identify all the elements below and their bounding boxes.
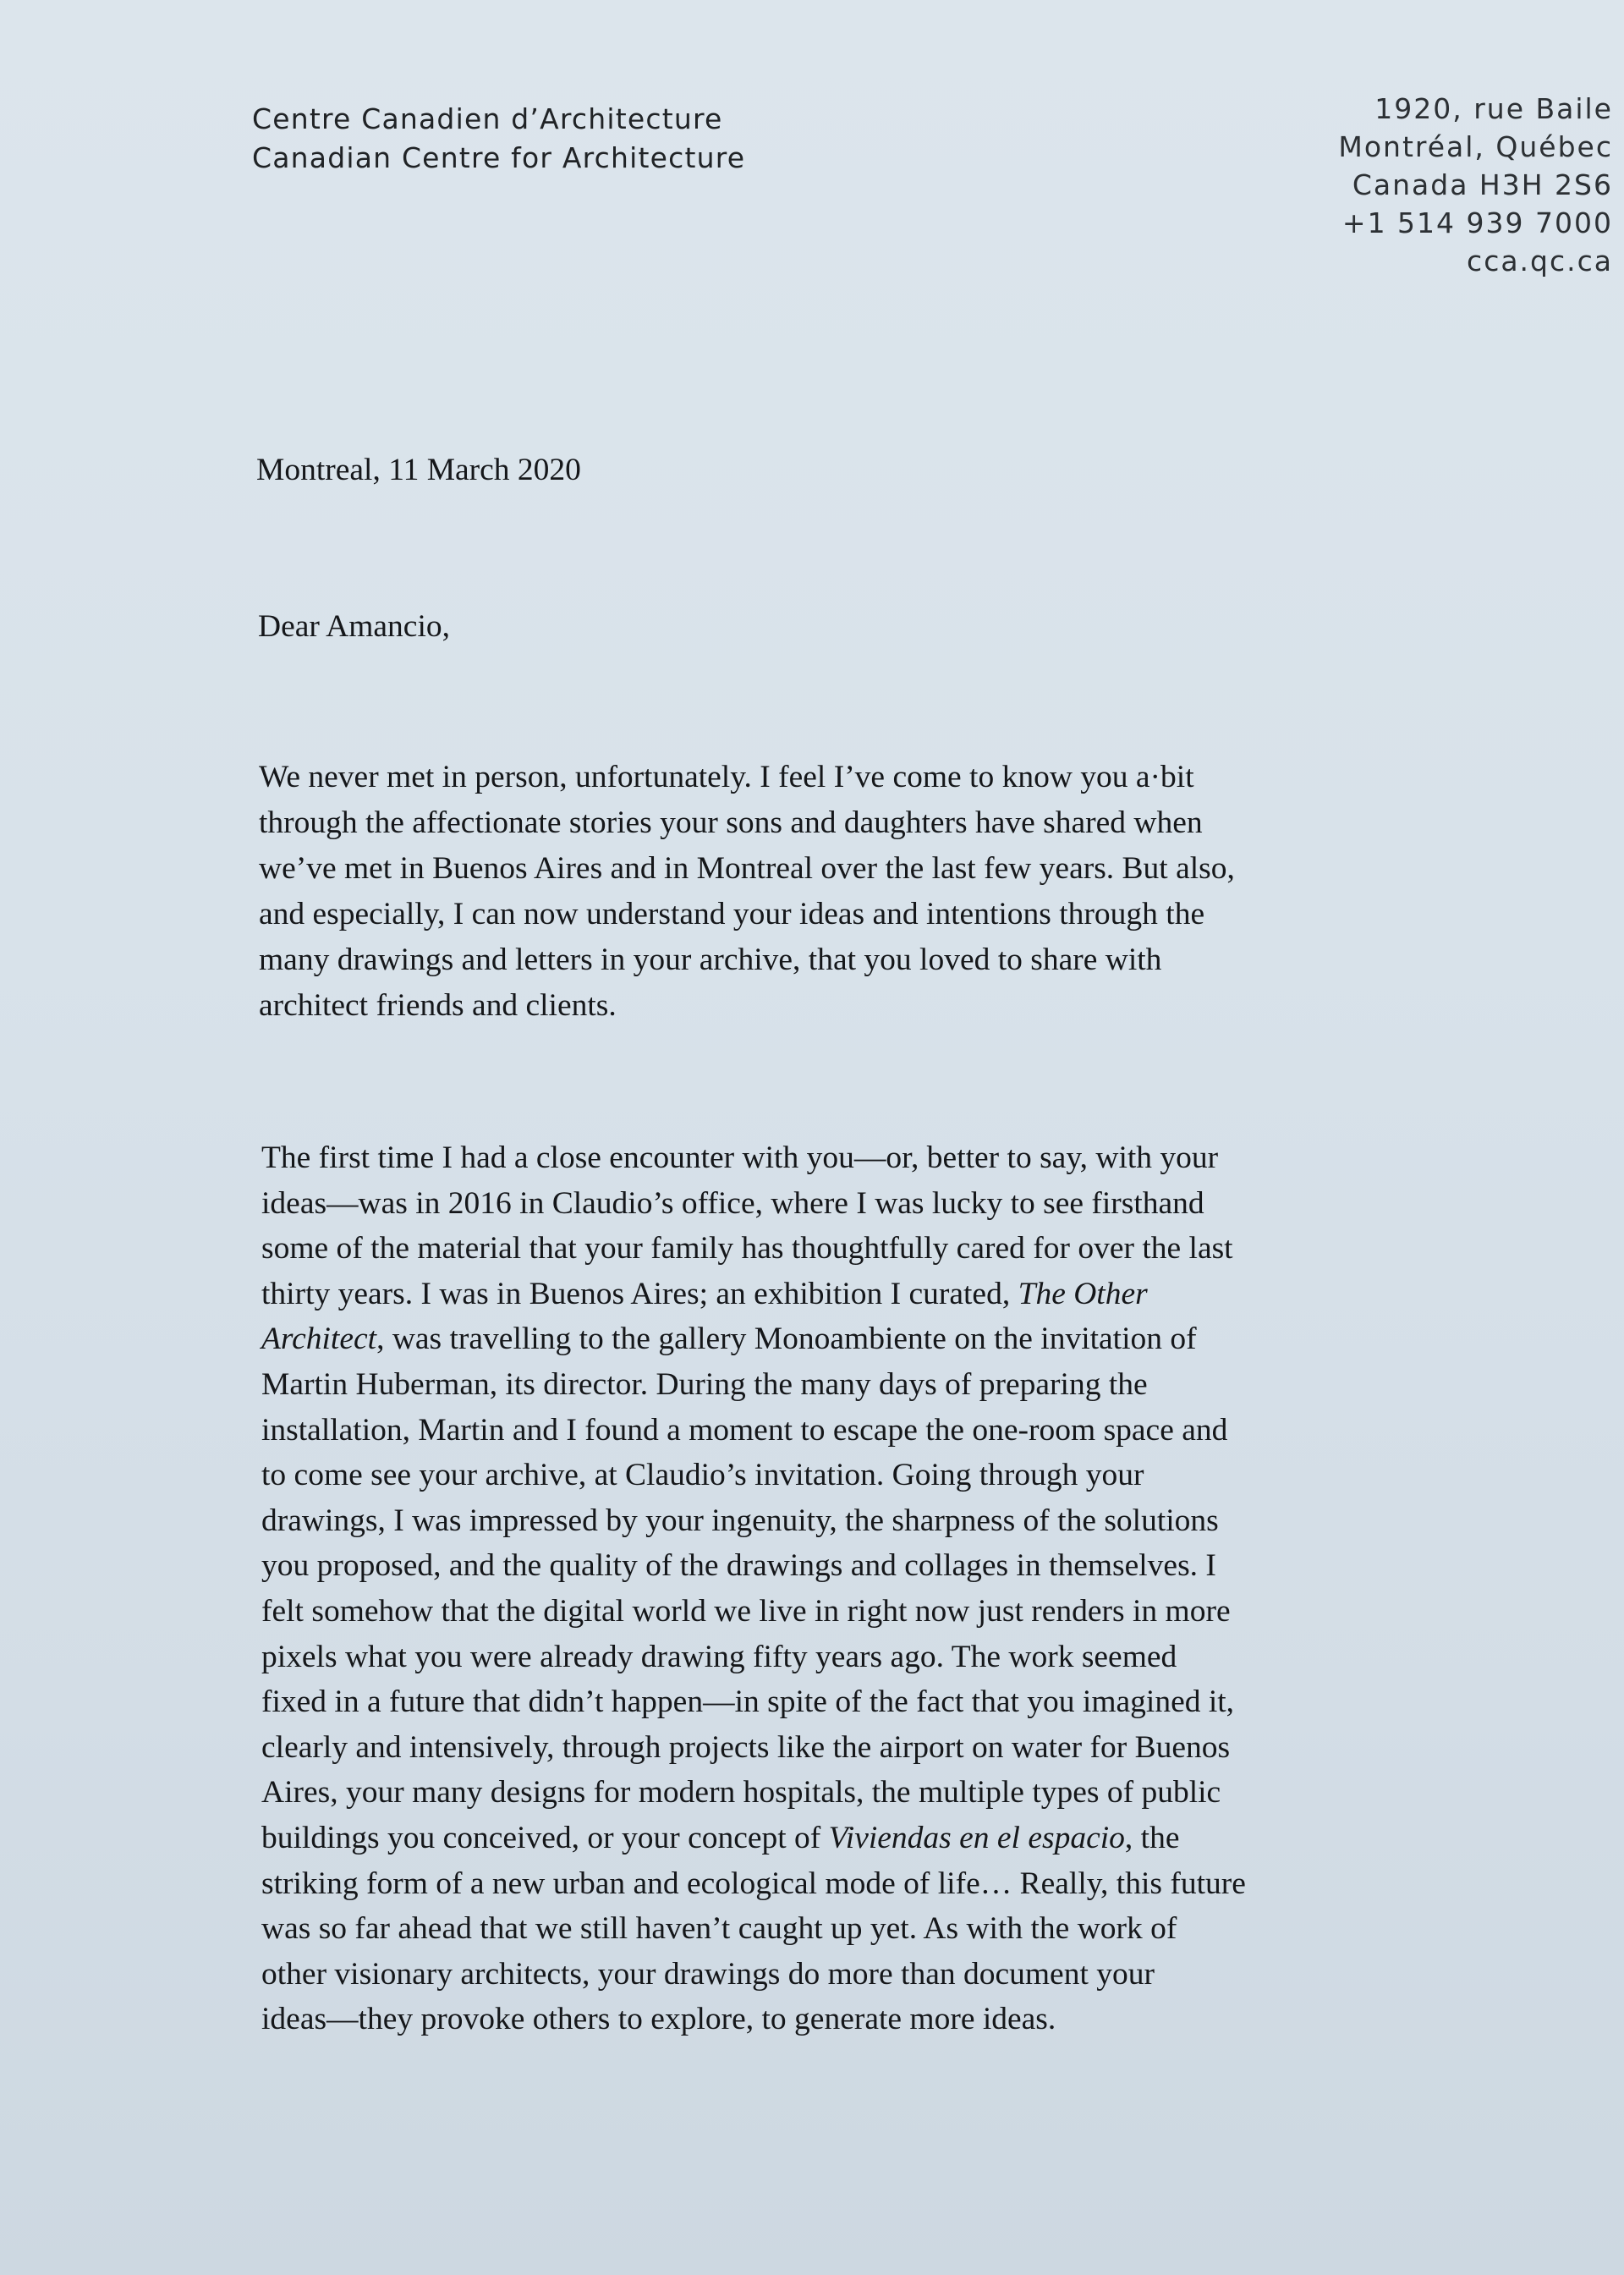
address-phone: +1 514 939 7000: [1341, 206, 1613, 239]
paragraph-line: [261, 1272, 1395, 1317]
paragraph-line: [261, 1316, 1395, 1362]
paragraph-line: installation, Martin and I found a moment to escape the one-room space and: [261, 1412, 1228, 1448]
paragraph-line: Aires, your many designs for modern hospitals, the multiple types of public: [261, 1775, 1221, 1811]
letter-date: Montreal, 11 March 2020: [256, 453, 581, 487]
paragraph-line: through the affectionate stories your sons and daughters have shared when: [259, 805, 1203, 840]
letter-salutation: Dear Amancio,: [258, 609, 450, 644]
paragraph-line: striking form of a new urban and ecological mode of life… Really, this future: [261, 1866, 1246, 1901]
paragraph-line: drawings, I was impressed by your ingenuity, the sharpness of the solutions: [261, 1503, 1219, 1538]
paragraph-line: was so far ahead that we still haven’t caught up yet. As with the work of: [261, 1911, 1177, 1947]
address-website: cca.qc.ca: [1467, 245, 1613, 278]
institution-name-english: Canadian Centre for Architecture: [252, 141, 746, 174]
exhibition-title-italic: The Other: [1018, 1276, 1148, 1311]
paragraph-line: We never met in person, unfortunately. I feel I’ve come to know you a·bit: [259, 760, 1194, 794]
paragraph-line: ideas—was in 2016 in Claudio’s office, where I was lucky to see firsthand: [261, 1185, 1204, 1221]
paragraph-line: many drawings and letters in your archive, that you loved to share with: [259, 942, 1162, 977]
line-text: , was travelling to the gallery Monoambiente on the invitation of: [376, 1322, 1197, 1357]
line-text: thirty years. I was in Buenos Aires; an exhibition I curated,: [261, 1276, 1018, 1311]
letterhead-address: [1338, 90, 1613, 280]
paragraph-line: other visionary architects, your drawings do more than document your: [261, 1956, 1155, 1992]
institution-name-french: Centre Canadien d’Architecture: [252, 102, 723, 135]
paragraph-line: felt somehow that the digital world we live in right now just renders in more: [261, 1593, 1231, 1629]
project-title-italic: Viviendas en el espacio: [828, 1820, 1125, 1855]
address-city: Montréal, Québec: [1338, 130, 1613, 163]
line-text: , the: [1124, 1820, 1180, 1855]
paragraph-line: Martin Huberman, its director. During the many days of preparing the: [261, 1366, 1148, 1402]
paragraph-line: and especially, I can now understand your ideas and intentions through the: [259, 897, 1205, 931]
paragraph-line: clearly and intensively, through projects like the airport on water for Buenos: [261, 1729, 1231, 1765]
paragraph-line: we’ve met in Buenos Aires and in Montreal over the last few years. But also,: [259, 851, 1235, 886]
paragraph-line: fixed in a future that didn’t happen—in spite of the fact that you imagined it,: [261, 1684, 1235, 1720]
address-postal: Canada H3H 2S6: [1352, 168, 1613, 201]
line-text: buildings you conceived, or your concept of: [261, 1820, 829, 1855]
exhibition-title-italic: Architect: [261, 1322, 377, 1357]
paragraph-line: pixels what you were already drawing fifty years ago. The work seemed: [261, 1639, 1177, 1674]
paragraph-line: [261, 1816, 1395, 1861]
paragraph-line: The first time I had a close encounter with you—or, better to say, with your: [261, 1140, 1219, 1175]
paragraph-line: architect friends and clients.: [259, 988, 617, 1023]
paragraph-line: you proposed, and the quality of the drawings and collages in themselves. I: [261, 1548, 1216, 1584]
letterhead-institution: [252, 100, 745, 178]
paragraph-line: some of the material that your family has thoughtfully cared for over the last: [261, 1231, 1233, 1267]
paragraph-line: to come see your archive, at Claudio’s invitation. Going through your: [261, 1458, 1144, 1493]
paragraph-2: [261, 1135, 1395, 2042]
address-street: 1920, rue Baile: [1374, 92, 1613, 125]
paragraph-line: ideas—they provoke others to explore, to generate more ideas.: [261, 2002, 1056, 2037]
paragraph-1: [259, 755, 1392, 1029]
